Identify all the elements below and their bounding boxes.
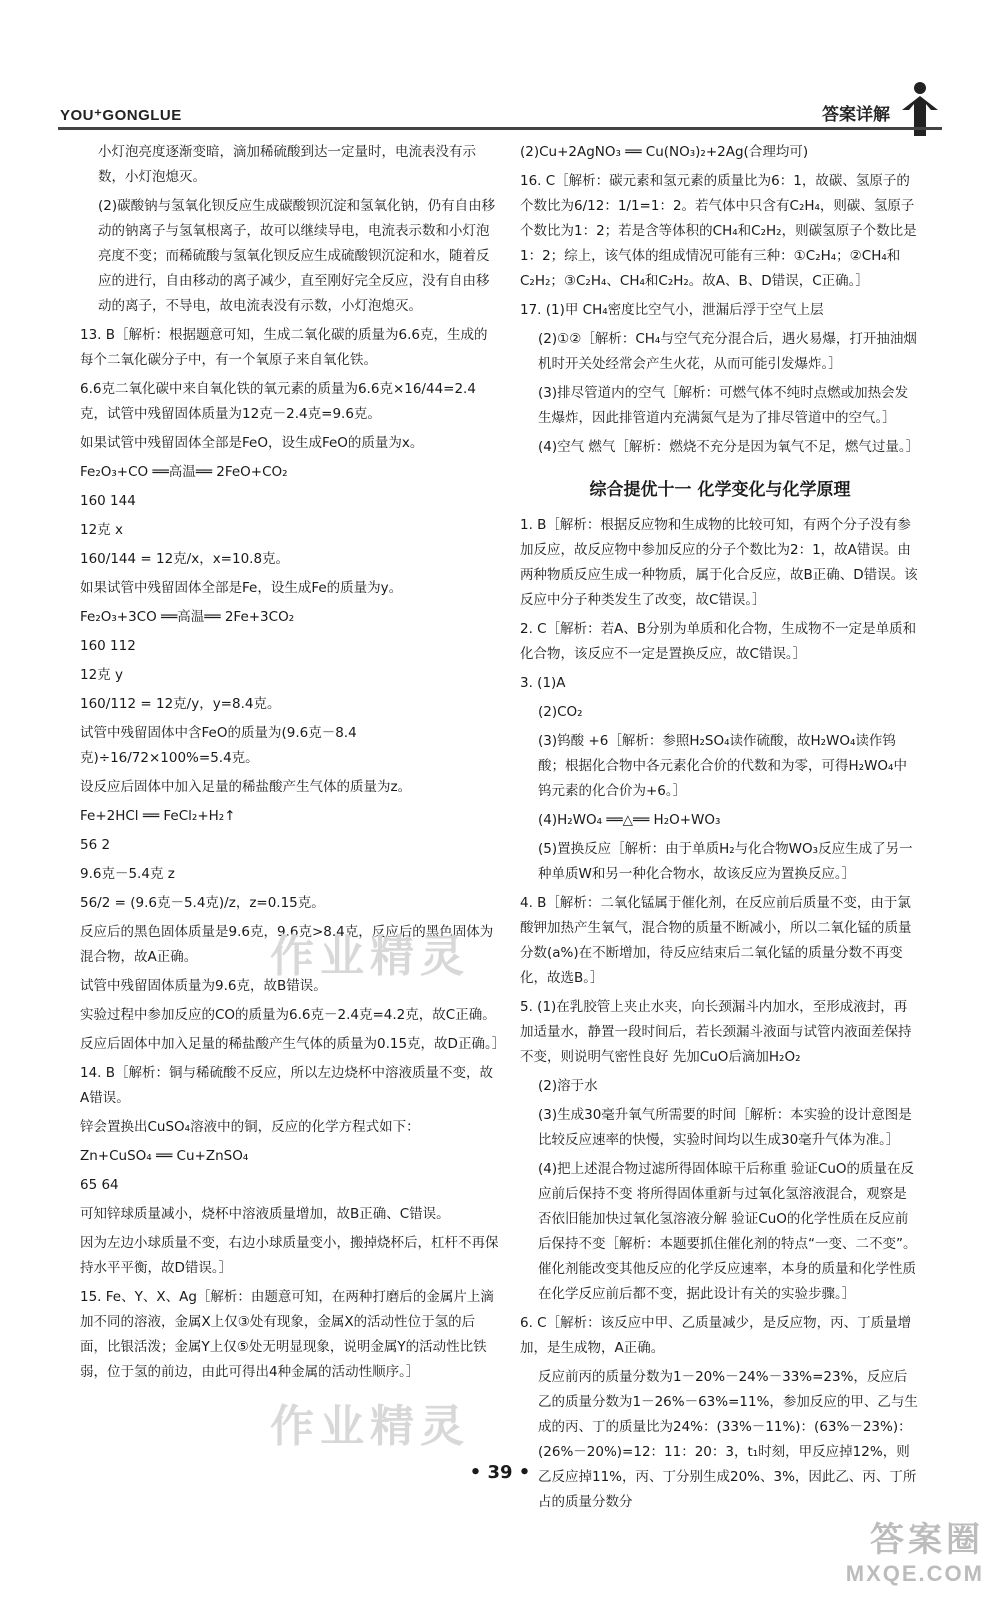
section-heading: 综合提优十一 化学变化与化学原理: [589, 480, 851, 500]
answer-13: 13. B［解析：根据题意可知，生成二氧化碳的质量为6.6克，生成的每个二氧化碳分子中，有一个氧原子来自氧化铁。: [80, 327, 488, 368]
brand-logo-text: YOU⁺GONGLUE: [60, 107, 182, 124]
answer-paragraph: 小灯泡亮度逐渐变暗，滴加稀硫酸到达一定量时，电流表没有示数，小灯泡熄灭。: [98, 144, 476, 185]
answer-15: 15. Fe、Y、X、Ag［解析：由题意可知，在两种打磨后的金属片上滴加不同的溶液，金属X上仅③处有现象，金属X的活动性位于氢的后面，比银活泼；金属Y上仅⑤处无明显现象，说明金属Y的活动性比铁弱，位于氢的前边，由此可得出4种金属的活动性顺序。］: [80, 1289, 494, 1380]
answer-paragraph: 试管中残留固体中含FeO的质量为(9.6克－8.4克)÷16/72×100%=5.4克。: [80, 725, 357, 766]
corner-watermark-logo: [754, 1512, 984, 1586]
answer-17: 17. (1)甲 CH₄密度比空气小，泄漏后浮于空气上层: [520, 302, 824, 318]
answer-paragraph: 反应后的黑色固体质量是9.6克，9.6克>8.4克，反应后的黑色固体为混合物，故A正确。: [80, 924, 494, 965]
chemical-equation: (4)H₂WO₄ ══△══ H₂O+WO₃: [538, 812, 721, 828]
watermark: 作业精灵: [270, 1401, 470, 1452]
answer-paragraph: (4)空气 燃气［解析：燃烧不充分是因为氧气不足，燃气过量。］: [538, 439, 920, 455]
equation-ratio-row: 160 112: [80, 638, 136, 654]
answer-5: 5. (1)在乳胶管上夹止水夹，向长颈漏斗内加水，至形成液封，再加适量水，静置一段时间后，若长颈漏斗液面与试管内液面差保持不变，则说明气密性良好 先加CuO后滴加H₂O₂: [520, 999, 912, 1065]
equation-ratio-row: 9.6克－5.4克 z: [80, 866, 175, 882]
section-title: 答案详解: [822, 105, 890, 125]
corner-url-text: MXQE.COM: [845, 1561, 984, 1586]
answer-paragraph: 试管中残留固体质量为9.6克，故B错误。: [80, 978, 327, 994]
answer-paragraph: 因为左边小球质量不变，右边小球质量变小，搬掉烧杯后，杠杆不再保持水平平衡，故D错误。］: [80, 1235, 499, 1276]
answer-paragraph: 如果试管中残留固体全部是Fe，设生成Fe的质量为y。: [80, 580, 403, 596]
answer-16: 16. C［解析：碳元素和氢元素的质量比为6：1，故碳、氢原子的个数比为6/12：1/1=1：2。若气体中只含有C₂H₄，则碳、氢原子个数比为1：2；若是含等体积的CH₄和C₂H₂，则碳氢原子个数比是1：2；综上，该气体的组成情况可能有三种：①C₂H₄；②CH₄和C₂H₂；③C₂H₄、CH₄和C₂H₂。故A、B、D错误，C正确。］: [520, 173, 917, 289]
right-column: [520, 140, 920, 1519]
equation-ratio-row: 12克 y: [80, 667, 123, 683]
chemical-equation: Zn+CuSO₄ ══ Cu+ZnSO₄: [80, 1148, 249, 1164]
answer-paragraph: 可知锌球质量减小，烧杯中溶液质量增加，故B正确、C错误。: [80, 1206, 450, 1222]
answer-paragraph: 设反应后固体中加入足量的稀盐酸产生气体的质量为z。: [80, 779, 412, 795]
chemical-equation: Fe₂O₃+CO ══高温══ 2FeO+CO₂: [80, 464, 288, 480]
answer-4: 4. B［解析：二氧化锰属于催化剂，在反应前后质量不变，由于氯酸钾加热产生氧气，混合物的质量不断减小，所以二氧化锰的质量分数(a%)在不断增加，待反应结束后二氧化锰的质量分数不再变化，故选B。］: [520, 895, 912, 986]
answer-paragraph: 反应后固体中加入足量的稀盐酸产生气体的质量为0.15克，故D正确。］: [80, 1036, 506, 1052]
answer-paragraph: (2)溶于水: [538, 1078, 598, 1094]
answer-paragraph: 反应前丙的质量分数为1－20%－24%－33%=23%，反应后乙的质量分数为1－26%－63%=11%，参加反应的甲、乙与生成的丙、丁的质量比为24%：(33%－11%)：(63%－23%)：(26%－20%)=12：11：20：3，t₁时刻，甲反应掉12%，则乙反应掉11%，丙、丁分别生成20%、3%，因此乙、丙、丁所占的质量分数分: [538, 1369, 918, 1510]
answer-paragraph: (2)①②［解析：CH₄与空气充分混合后，遇火易爆，打开抽油烟机时开关处经常会产生火花，从而可能引发爆炸。］: [538, 331, 917, 372]
answer-paragraph: (3)生成30毫升氧气所需要的时间［解析：本实验的设计意图是比较反应速率的快慢，实验时间均以生成30毫升气体为准。］: [538, 1107, 912, 1148]
answer-6: 6. C［解析：该反应中甲、乙质量减少，是反应物，丙、丁质量增加，是生成物，A正确。: [520, 1315, 912, 1356]
answer-paragraph: (5)置换反应［解析：由于单质H₂与化合物WO₃反应生成了另一种单质W和另一种化合物水，故该反应为置换反应。］: [538, 841, 913, 882]
equation-ratio-row: 12克 x: [80, 522, 123, 538]
header-rule: [58, 127, 942, 130]
fraction-calc: 160/144 = 12克/x，x=10.8克。: [80, 551, 290, 567]
answer-paragraph: 如果试管中残留固体全部是FeO，设生成FeO的质量为x。: [80, 435, 424, 451]
equation-ratio-row: 56 2: [80, 837, 111, 853]
answer-paragraph: 锌会置换出CuSO₄溶液中的铜，反应的化学方程式如下：: [80, 1119, 420, 1135]
answer-14: 14. B［解析：铜与稀硫酸不反应，所以左边烧杯中溶液质量不变，故A错误。: [80, 1065, 494, 1106]
answer-paragraph: (2)CO₂: [538, 704, 583, 720]
chemical-equation: Fe₂O₃+3CO ══高温══ 2Fe+3CO₂: [80, 609, 295, 625]
page-number: • 39 •: [469, 1462, 531, 1483]
answer-paragraph: (3)排尽管道内的空气［解析：可燃气体不纯时点燃或加热会发生爆炸，因此排管道内充满氮气是为了排尽管道中的空气。］: [538, 385, 909, 426]
fraction-calc: 56/2 = (9.6克－5.4克)/z，z=0.15克。: [80, 895, 325, 911]
equation-ratio-row: 160 144: [80, 493, 136, 509]
answer-1: 1. B［解析：根据反应物和生成物的比较可知，有两个分子没有参加反应，故反应物中参加反应的分子个数比为2：1，故A错误。由两种物质反应生成一种物质，属于化合反应，故B正确、D错误。该反应中分子种类发生了改变，故C错误。］: [520, 517, 918, 608]
watermark: 作业精灵: [270, 931, 470, 982]
answer-paragraph: (2)碳酸钠与氢氧化钡反应生成碳酸钡沉淀和氢氧化钠，仍有自由移动的钠离子与氢氧根离子，故可以继续导电，电流表示数和小灯泡亮度不变；而稀硫酸与氢氧化钡反应生成硫酸钡沉淀和水，随着反应的进行，自由移动的离子减少，直至刚好完全反应，没有自由移动的离子，不导电，故电流表没有示数，小灯泡熄灭。: [98, 198, 496, 314]
answer-paragraph: 实验过程中参加反应的CO的质量为6.6克－2.4克=4.2克，故C正确。: [80, 1007, 496, 1023]
answer-paragraph: 6.6克二氧化碳中来自氧化铁的氧元素的质量为6.6克×16/44=2.4克，试管中残留固体质量为12克－2.4克=9.6克。: [80, 381, 476, 422]
equation-ratio-row: 65 64: [80, 1177, 119, 1193]
answer-3: 3. (1)A: [520, 675, 566, 691]
fraction-calc: 160/112 = 12克/y，y=8.4克。: [80, 696, 281, 712]
corner-logo-text: 答案圈: [870, 1521, 984, 1559]
left-column: [80, 140, 506, 1389]
answer-2: 2. C［解析：若A、B分别为单质和化合物，生成物不一定是单质和化合物，该反应不一定是置换反应，故C错误。］: [520, 621, 917, 662]
chemical-equation: Fe+2HCl ══ FeCl₂+H₂↑: [80, 808, 236, 824]
answer-paragraph: (4)把上述混合物过滤所得固体晾干后称重 验证CuO的质量在反应前后保持不变 将所得固体重新与过氧化氢溶液混合，观察是否依旧能加快过氧化氢溶液分解 验证CuO的化学性质在反应前后保持不变［解析：本题要抓住催化剂的特点“一变、二不变”。催化剂能改变其他反应的化学反应速率，本身的质量和化学性质在化学反应前后都不变，据此设计有关的实验步骤。］: [538, 1161, 917, 1302]
answer-paragraph: (3)钨酸 +6［解析：参照H₂SO₄读作硫酸，故H₂WO₄读作钨酸；根据化合物中各元素化合价的代数和为零，可得H₂WO₄中钨元素的化合价为+6。］: [538, 733, 907, 799]
chemical-equation: (2)Cu+2AgNO₃ ══ Cu(NO₃)₂+2Ag(合理均可): [520, 144, 809, 160]
